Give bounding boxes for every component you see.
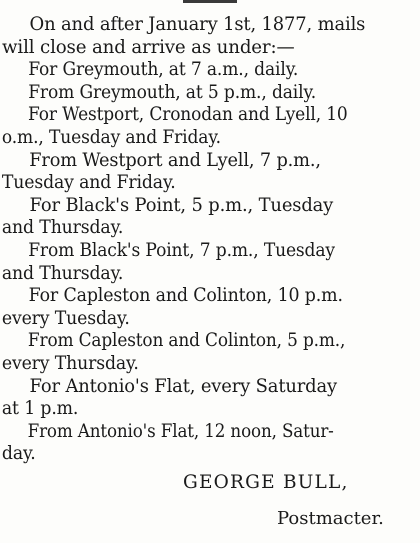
notice-line: will close and arrive as under:— bbox=[2, 36, 295, 58]
top-rule bbox=[183, 0, 237, 3]
notice-line: For Black's Point, 5 p.m., Tuesday bbox=[29, 194, 334, 216]
notice-line: every Thursday. bbox=[1, 352, 139, 374]
notice-line: o.m., Tuesday and Friday. bbox=[1, 126, 221, 148]
notice-line: From Black's Point, 7 p.m., Tuesday bbox=[28, 239, 335, 261]
notice-line: and Thursday. bbox=[1, 217, 124, 239]
notice-line: From Greymouth, at 5 p.m., daily. bbox=[28, 81, 316, 103]
notice-line: From Capleston and Colinton, 5 p.m., bbox=[27, 330, 346, 352]
notice-line: Tuesday and Friday. bbox=[1, 172, 176, 194]
notice-line: On and after January 1st, 1877, mails bbox=[29, 14, 366, 35]
notice-line: For Greymouth, at 7 a.m., daily. bbox=[28, 59, 299, 81]
notice-line: For Antonio's Flat, every Saturday bbox=[29, 375, 338, 397]
signatory-name: GEORGE BULL, bbox=[183, 472, 349, 493]
notice-line: at 1 p.m. bbox=[1, 398, 79, 420]
notice-line: For Westport, Cronodan and Lyell, 10 bbox=[28, 104, 348, 126]
notice-line: For Capleston and Colinton, 10 p.m. bbox=[28, 285, 343, 307]
signatory-title: Postmacter. bbox=[277, 508, 384, 529]
notice-line: From Westport and Lyell, 7 p.m., bbox=[29, 149, 321, 171]
notice-line: day. bbox=[1, 443, 36, 465]
notice-line: and Thursday. bbox=[1, 262, 124, 284]
notice-line: every Tuesday. bbox=[1, 307, 130, 329]
notice-line: From Antonio's Flat, 12 noon, Satur- bbox=[27, 420, 334, 442]
mail-notice bbox=[0, 14, 420, 466]
